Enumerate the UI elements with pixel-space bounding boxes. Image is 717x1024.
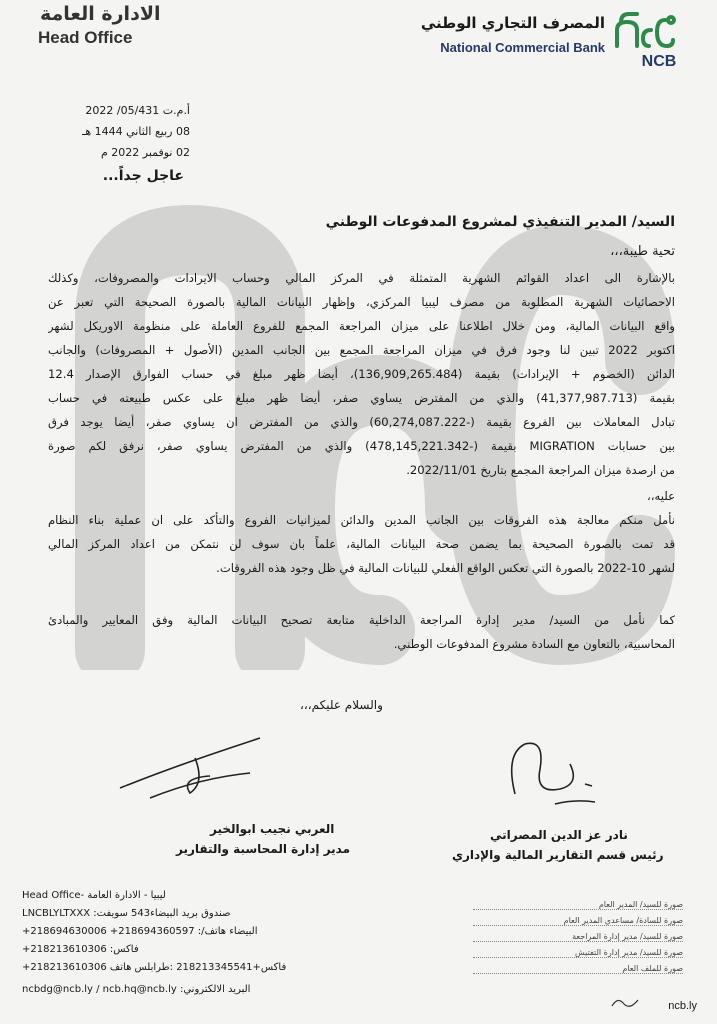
greeting: تحية طيبة،،، xyxy=(610,244,675,259)
hijri-date: 08 ربيع الثاني 1444 هـ xyxy=(82,125,190,138)
followup-line: المحاسبية، بالتعاون مع السادة مشروع المدفوعات الوطني. xyxy=(393,637,675,651)
cc-line: صورة للسادة/ مساعدي المدير العام xyxy=(473,916,683,926)
cc-line: صورة للملف العام xyxy=(473,964,683,974)
cc-line: صورة للسيد/ المدير العام xyxy=(473,900,683,910)
contact-line: +218694630006 +218694360597 :/البيضاء هاتف xyxy=(22,926,258,937)
contact-line: Head Office- ليبيا - الادارة العامة xyxy=(22,890,166,901)
contact-line: ncbdg@ncb.ly / ncb.hq@ncb.ly :البريد الالكتروني xyxy=(22,984,251,995)
signatory-left-name: العربي نجيب ابوالخير xyxy=(210,822,335,836)
followup-line: كما نأمل من السيد/ مدير إدارة المراجعة الداخلية متابعة تصحيح البيانات المالية وفق المعايير والمبادئ xyxy=(48,613,675,627)
closing-salutation: والسلام عليكم،،، xyxy=(300,698,383,712)
request-line: قد تمت بالصورة الصحيحة بما يضمن صحة البيانات المالية، علماً بان سوف لن نتمكن من اعداد المركز المالي xyxy=(48,537,675,551)
reference-number: أ.م.ت 05/431/ 2022 xyxy=(85,104,190,117)
signatory-left-title: مدير إدارة المحاسبة والتقارير xyxy=(176,842,351,856)
cc-line: صورة للسيد/ مدير إدارة التفتيش xyxy=(473,948,683,958)
footer-website: ncb.ly xyxy=(668,1000,697,1012)
body-line: الدائن (الخصوم + الإيرادات) بقيمة (136,909,265.484)، أيضا ظهر مبلغ في حساب الفوارق الإصدار 12.4 xyxy=(48,367,675,381)
request-line: نأمل منكم معالجة هذه الفروقات بين الجانب المدين والدائن لميزانيات الفروع والتأكد على ان عملية بناء النظام xyxy=(48,513,675,527)
urgency-note: عاجل جداً... xyxy=(102,168,184,184)
body-line: بقيمة (41,377,987.713) والذي من المفترض يساوي صفر، أيضا ظهر مبلغ على عكس طبيعته في حساب xyxy=(48,391,675,405)
contact-line: LNCBLYLTXXX :صندوق بريد البيضاء543 سويفت xyxy=(22,908,231,919)
signatory-right-title: رئيس قسم التقارير المالية والإداري xyxy=(452,848,664,862)
contact-line: +218213610306 فاكس+218213345541 :طرابلس هاتف xyxy=(22,962,287,973)
alayh-heading: عليه،، xyxy=(647,489,675,503)
signatory-right-name: نادر عز الدين المصراتي xyxy=(490,828,628,842)
body-line: بالإشارة الى اعداد القوائم الشهرية المتمثلة في المركز المالي وحساب الايرادات والمصروفات، وكذلك xyxy=(48,271,675,285)
head-office-arabic: الادارة العامة xyxy=(40,3,161,25)
cc-line: صورة للسيد/ مدير إدارة المراجعة xyxy=(473,932,683,942)
ncb-logo-text: NCB xyxy=(641,53,677,70)
bank-name-english: National Commercial Bank xyxy=(440,40,605,55)
body-line: من ارصدة ميزان المراجعة المجمع بتاريخ 2022/11/01. xyxy=(406,463,675,477)
body-line: تبادل المعاملات بين الفروع بقيمة (-60,274,087.222) والذي من المفترض ان يساوي صفر، أيضا يوجد فرق xyxy=(48,415,675,429)
body-line: واقع البيانات المالية، ومن خلال اطلاعنا على ميزان المراجعة المجمع للفروع العاملة على منظومة الاوريكل لشهر xyxy=(48,319,675,333)
body-line: الاحصائيات الشهرية المطلوبة من مصرف ليبيا المركزي، وإظهار البيانات المالية بالصورة الصحيحة التي تعبر عن xyxy=(48,295,675,309)
body-line: بين حسابات MIGRATION بقيمة (-478,145,221.342) والذي من المفترض يساوي صفر، نرفق لكم صورة xyxy=(48,439,675,453)
addressee: السيد/ المدير التنفيذي لمشروع المدفوعات الوطني xyxy=(325,214,675,230)
ncb-logo-icon xyxy=(607,8,699,70)
signature-left xyxy=(110,728,280,808)
request-line: لشهر 10-2022 بالصورة التي تعكس الواقع الفعلي للبيانات المالية في ظل وجود هذه الفروقات. xyxy=(216,561,675,575)
initials-mark xyxy=(610,994,640,1010)
body-line: اكتوبر 2022 تبين لنا وجود فرق في ميزان المراجعة المجمع بين الجانب المدين (الأصول + المصروفات) والجانب xyxy=(48,343,675,357)
gregorian-date: 02 نوفمبر 2022 م xyxy=(100,146,190,159)
head-office-english: Head Office xyxy=(38,28,133,47)
signature-right xyxy=(500,724,610,814)
contact-line: +218213610306 :فاكس xyxy=(22,944,139,955)
bank-name-arabic: المصرف التجاري الوطني xyxy=(420,14,605,32)
